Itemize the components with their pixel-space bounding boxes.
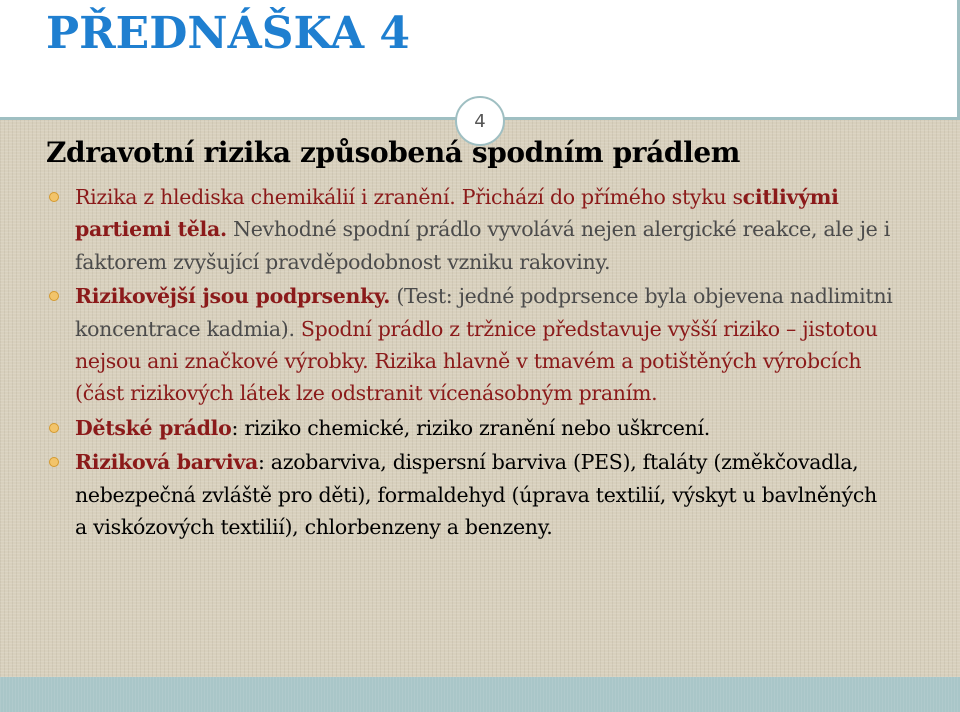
bullet-4-text-a: Riziková barviva [75,450,258,475]
bullet-2-text-c: Spodní prádlo z tržnice představuje vyšší riziko – jistotou nejsou ani značkové výrobky. Rizika hlavně v tmavém a potištěných výrobcích (část rizikových látek lze odstranit vícenásobným praním. [75,316,878,406]
bullet-list [75,181,895,545]
bullet-1-text-a: Rizika z hlediska chemikálií i zranění. Přichází do přímého styku s [75,185,743,209]
bullet-3-text-a: Dětské prádlo [75,415,232,440]
slide-heading: Zdravotní rizika způsobená spodním prádlem [46,136,740,169]
slide-title: PŘEDNÁŠKA 4 [46,8,411,59]
bullet-2-text-a: Rizikovější jsou podprsenky. [75,284,391,309]
bullet-item [75,412,895,444]
page-number: 4 [474,110,486,132]
bullet-3-text-b: : riziko chemické, riziko zranění nebo uškrcení. [231,415,711,440]
bullet-4-text-b: : azobarviva, dispersní barviva (PES), ftaláty (změkčovadla, nebezpečná zvláště pro děti), formaldehyd (úprava textilií, výskyt u bavlněných a viskózových textilií), chlorbenzeny a benzeny. [75,450,877,540]
bullet-item [75,280,895,410]
bullet-1-text-b: citlivými partiemi těla. [75,185,839,242]
bullet-item [75,181,895,278]
bullet-2-text-b: (Test: jedné podprsence byla objevena nadlimitni koncentrace kadmia). [75,284,893,341]
bullet-item [75,446,895,543]
bullet-1-text-c: Nevhodné spodní prádlo vyvolává nejen alergické reakce, ale je i faktorem zvyšující pravděpodobnost vzniku rakoviny. [75,217,890,274]
footer-band [0,677,960,712]
